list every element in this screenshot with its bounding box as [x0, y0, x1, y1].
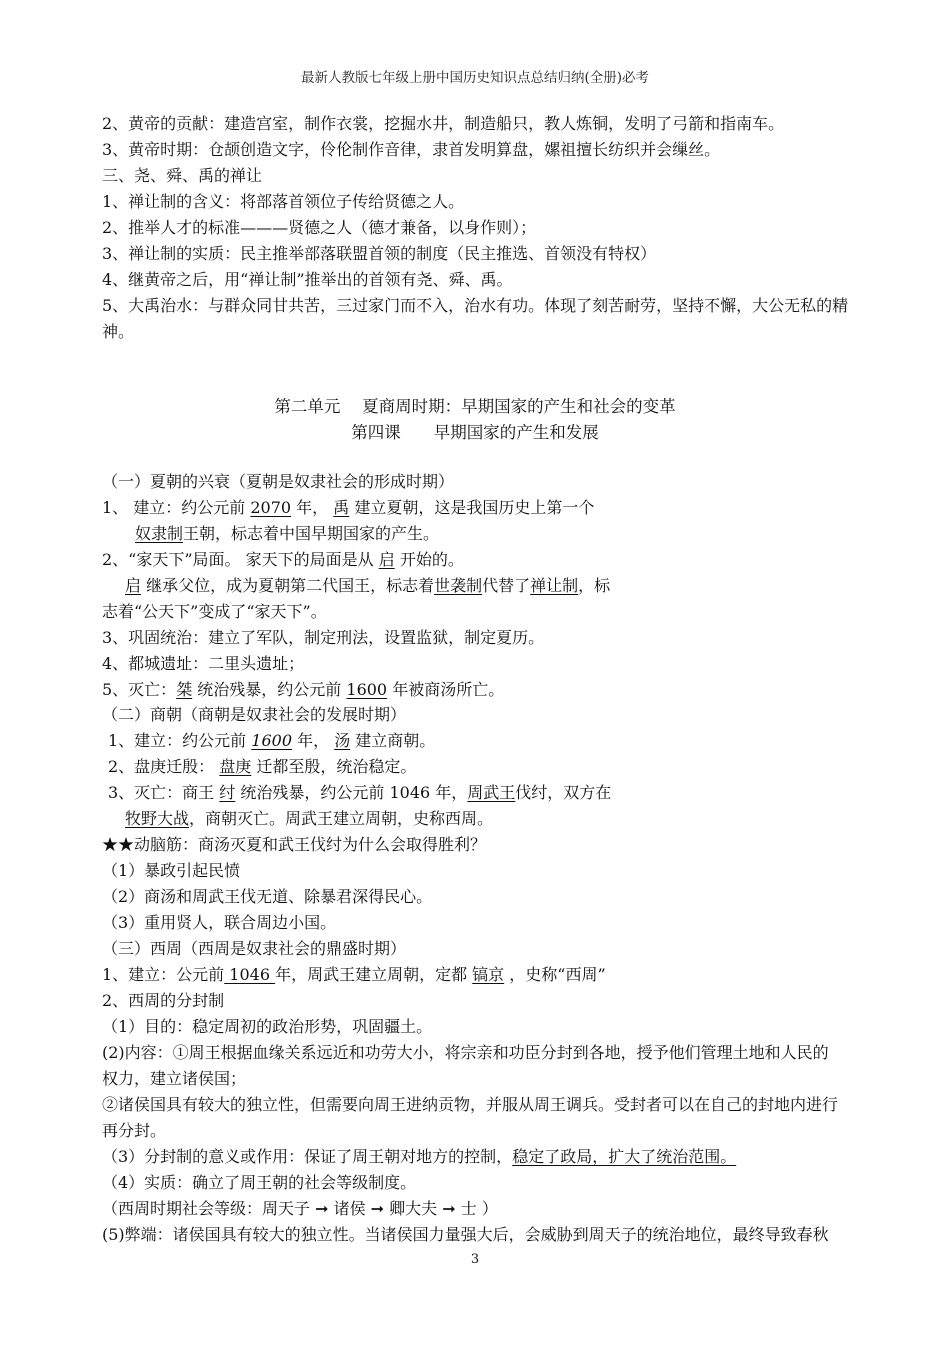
text: 2、盘庚迁殷：	[108, 757, 220, 776]
text-line: 5、大禹治水：与群众同甘共苦，三过家门而不入，治水有功。体现了刻苦耐劳，坚持不懈，大公无私的精	[102, 296, 849, 315]
answer-blank: 启	[125, 576, 142, 595]
text-line: 3、禅让制的实质：民主推举部落联盟首领的制度（民主推选、首领没有特权）	[102, 244, 657, 263]
section-heading: （二）商朝（商朝是奴隶社会的发展时期）	[102, 705, 407, 724]
answer-blank: 奴隶制	[135, 524, 184, 543]
text-line	[102, 498, 594, 518]
text: 代替了	[482, 576, 531, 595]
text-line: 权力，建立诸侯国；	[102, 1069, 247, 1088]
text: 年，周武王建立周朝，定都	[275, 965, 473, 984]
page-header: 最新人教版七年级上册中国历史知识点总结归纳(全册)必考	[300, 70, 650, 86]
answer-blank: 2070	[250, 498, 292, 517]
answer-blank: 盘庚	[219, 757, 252, 776]
text-line: （4）实质：确立了周王朝的社会等级制度。	[102, 1173, 417, 1192]
text-line: 三、尧、舜、禹的禅让	[102, 166, 263, 185]
text-line: (2)内容：①周王根据血缘关系远近和功劳大小，将宗亲和功臣分封到各地，授予他们管理土地和人民的	[102, 1043, 829, 1062]
text: ，标	[578, 576, 611, 595]
text-line: 3、巩固统治：建立了军队，制定刑法，设置监狱，制定夏历。	[102, 628, 545, 647]
text-line: 2、推举人才的标准———贤德之人（德才兼备，以身作则）；	[102, 218, 537, 237]
text-line: 2、西周的分封制	[102, 991, 225, 1010]
answer-blank: 1600	[251, 731, 292, 750]
text-line	[108, 731, 435, 751]
text-line: 1、禅让制的含义：将部落首领位子传给贤德之人。	[102, 192, 465, 211]
answer-blank: 牧野大战	[125, 809, 190, 828]
text: 5、灭亡：	[102, 680, 177, 699]
answer-blank: 1046	[224, 965, 276, 984]
text-line: （3）重用贤人，联合周边小国。	[102, 913, 337, 932]
text: 伐纣，双方在	[515, 783, 612, 802]
text: （3）分封制的意义或作用：保证了周王朝对地方的控制，	[102, 1147, 513, 1166]
page-number: 3	[470, 1252, 480, 1267]
text: 2、“家天下”局面。 家天下的局面是从	[102, 550, 379, 569]
answer-blank: 桀	[176, 680, 193, 699]
unit-title: 第二单元 夏商周时期：早期国家的产生和社会的变革	[274, 397, 676, 416]
text-line: （1）暴政引起民愤	[102, 861, 241, 880]
text-line: 4、继黄帝之后，用“禅让制”推举出的首领有尧、舜、禹。	[102, 270, 513, 289]
text: 建立商朝。	[350, 731, 436, 750]
text: 迁都至殷，统治稳定。	[251, 757, 417, 776]
text-line: 3、黄帝时期：仓颉创造文字，伶伦制作音律，隶首发明算盘，嫘祖擅长纺织并会缫丝。	[102, 140, 721, 159]
text-line	[102, 680, 504, 700]
text: 1、建立：约公元前	[108, 731, 252, 750]
text-line	[102, 550, 464, 570]
text: 年被商汤所亡。	[387, 680, 505, 699]
text-line: 再分封。	[102, 1121, 167, 1140]
text-line: 志着“公天下”变成了“家天下”。	[102, 602, 327, 621]
text: 统治残暴，约公元前 1046 年，	[235, 783, 468, 802]
section-heading: （一）夏朝的兴衰（夏朝是奴隶社会的形成时期）	[102, 472, 455, 491]
answer-blank: 稳定了政局，扩大了统治范围。	[512, 1147, 737, 1166]
text-line	[108, 783, 611, 803]
text: 年，	[292, 731, 335, 750]
text: 开始的。	[394, 550, 464, 569]
answer-blank: 镐京	[472, 965, 505, 984]
text-line: （2）商汤和周武王伐无道、除暴君深得民心。	[102, 887, 433, 906]
text: 继承父位，成为夏朝第二代国王，标志着	[141, 576, 435, 595]
answer-blank: 启	[378, 550, 395, 569]
text-line: 神。	[102, 322, 135, 341]
answer-blank: 禹	[333, 498, 350, 517]
answer-blank: 1600	[346, 680, 388, 699]
text-line: 4、都城遗址：二里头遗址；	[102, 654, 305, 673]
answer-blank: 纣	[219, 783, 236, 802]
text-line: ②诸侯国具有较大的独立性，但需要向周王进纳贡物，并服从周王调兵。受封者可以在自己的封地内进行	[102, 1095, 839, 1114]
text-line: （1）目的：稳定周初的政治形势，巩固疆土。	[102, 1017, 433, 1036]
text-line	[125, 576, 610, 596]
text: 3、灭亡：商王	[108, 783, 220, 802]
text-line: (5)弊端：诸侯国具有较大的独立性。当诸侯国力量强大后，会威胁到周天子的统治地位，最终导致春秋	[102, 1225, 829, 1244]
text: 年，	[291, 498, 334, 517]
section-heading: （三）西周（西周是奴隶社会的鼎盛时期）	[102, 939, 407, 958]
text: ，史称“西周”	[504, 965, 606, 984]
answer-blank: 世袭制	[434, 576, 483, 595]
answer-blank: 禅让制	[530, 576, 579, 595]
text-line: （西周时期社会等级：周天子 ➞ 诸侯 ➞ 卿大夫 ➞ 士 ）	[102, 1199, 498, 1218]
lesson-title: 第四课 早期国家的产生和发展	[351, 423, 599, 442]
text: 1、建立：公元前	[102, 965, 225, 984]
text: 建立夏朝，这是我国历史上第一个	[349, 498, 595, 517]
text-line: 2、黄帝的贡献：建造宫室，制作衣裳，挖掘水井，制造船只，教人炼铜，发明了弓箭和指南车。	[102, 114, 785, 133]
text-line	[125, 809, 493, 829]
answer-blank: 汤	[334, 731, 351, 750]
text-line	[102, 965, 606, 985]
text-line	[135, 524, 439, 544]
question-line: ★★动脑筋：商汤灭夏和武王伐纣为什么会取得胜利？	[102, 835, 487, 854]
text-line	[108, 757, 416, 777]
answer-blank: 周武王	[467, 783, 516, 802]
text: ，商朝灭亡。周武王建立周朝，史称西周。	[189, 809, 494, 828]
text: 王朝，标志着中国早期国家的产生。	[183, 524, 440, 543]
text: 统治残暴，约公元前	[192, 680, 347, 699]
text: 1、 建立：约公元前	[102, 498, 251, 517]
text-line	[102, 1147, 736, 1167]
